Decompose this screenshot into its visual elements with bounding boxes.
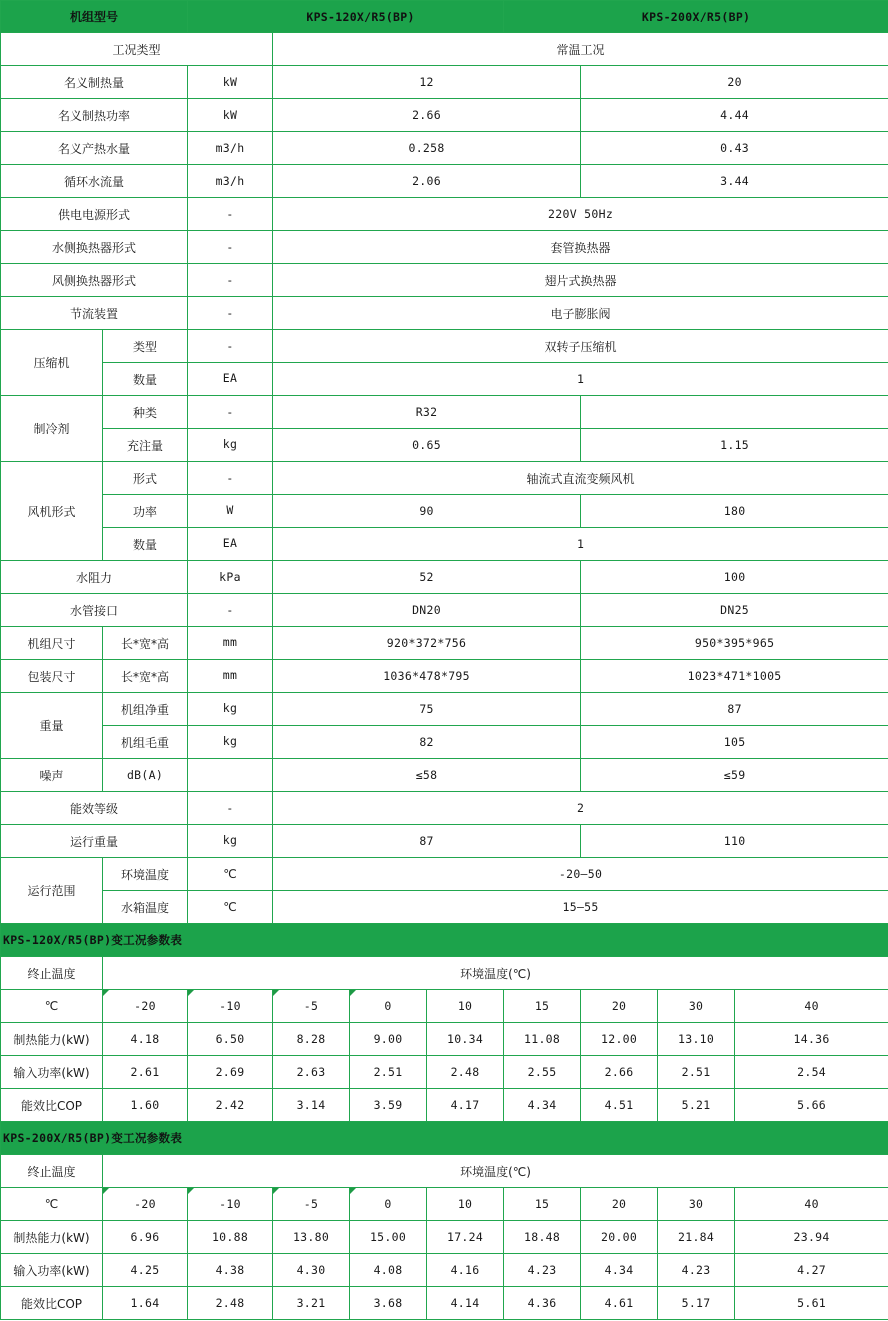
metric-value: 4.30 — [273, 1254, 350, 1287]
value-merged: 220V 50Hz — [273, 198, 888, 231]
row-unit: mm — [188, 627, 273, 660]
sub-label: 形式 — [103, 462, 188, 495]
row-unit: - — [188, 594, 273, 627]
metric-value: 6.50 — [188, 1023, 273, 1056]
table-row — [1, 297, 888, 330]
metric-value: 4.34 — [504, 1089, 581, 1122]
metric-value: 9.00 — [350, 1023, 427, 1056]
value-b: 1023*471*1005 — [581, 660, 888, 693]
value-b: 110 — [581, 825, 888, 858]
table-row — [1, 660, 888, 693]
metric-value: 1.60 — [103, 1089, 188, 1122]
temp-header-row — [1, 990, 888, 1023]
row-label: 名义制热功率 — [1, 99, 188, 132]
row-unit: kW — [188, 66, 273, 99]
value-merged: 电子膨胀阀 — [273, 297, 888, 330]
temp-header-cell: 30 — [658, 1188, 735, 1221]
metric-value: 2.48 — [427, 1056, 504, 1089]
temp-header-cell: 10 — [427, 990, 504, 1023]
sub-label: 类型 — [103, 330, 188, 363]
metric-value: 2.42 — [188, 1089, 273, 1122]
table-row — [1, 759, 888, 792]
metric-label: 输入功率(kW) — [1, 1056, 103, 1089]
value-b: 87 — [581, 693, 888, 726]
row-unit: m3/h — [188, 132, 273, 165]
variable-condition-table-a — [1, 924, 888, 1122]
section-title: KPS-200X/R5(BP)变工况参数表 — [1, 1122, 888, 1155]
row-unit: - — [188, 396, 273, 429]
ambient-temp-label: 环境温度(℃) — [103, 1155, 888, 1188]
table-row — [1, 429, 888, 462]
row-unit: mm — [188, 660, 273, 693]
table-row — [1, 1023, 888, 1056]
table-row — [1, 1287, 888, 1320]
sub-label: 功率 — [103, 495, 188, 528]
value-a: 2.06 — [273, 165, 581, 198]
sub-label: 长*宽*高 — [103, 660, 188, 693]
metric-value: 2.69 — [188, 1056, 273, 1089]
sub-label: 充注量 — [103, 429, 188, 462]
group-label: 制冷剂 — [1, 396, 103, 462]
metric-value: 2.51 — [350, 1056, 427, 1089]
section-title-row — [1, 924, 888, 957]
row-unit: W — [188, 495, 273, 528]
sub-label: 数量 — [103, 528, 188, 561]
temp-header-cell: 20 — [581, 1188, 658, 1221]
row-unit: kg — [188, 693, 273, 726]
metric-value: 4.27 — [735, 1254, 888, 1287]
model-b-name: KPS-200X/R5(BP) — [504, 1, 888, 33]
row-unit: kg — [188, 825, 273, 858]
row-label: 能效等级 — [1, 792, 188, 825]
group-label: 风机形式 — [1, 462, 103, 561]
table-row — [1, 1056, 888, 1089]
temp-header-cell: 30 — [658, 990, 735, 1023]
value-a: 12 — [273, 66, 581, 99]
section-title-row — [1, 1122, 888, 1155]
value-merged: 1 — [273, 363, 888, 396]
table-row — [1, 264, 888, 297]
table-row — [1, 891, 888, 924]
value-a: R32 — [273, 396, 581, 429]
table-row — [1, 363, 888, 396]
row-label: 机组尺寸 — [1, 627, 103, 660]
value-merged: 1 — [273, 528, 888, 561]
temp-header-row — [1, 1188, 888, 1221]
row-label: 名义产热水量 — [1, 132, 188, 165]
metric-value: 4.51 — [581, 1089, 658, 1122]
value-a: 920*372*756 — [273, 627, 581, 660]
sub-label: 长*宽*高 — [103, 627, 188, 660]
model-label: 机组型号 — [1, 1, 188, 33]
table-row — [1, 627, 888, 660]
sub-label: 水箱温度 — [103, 891, 188, 924]
table-row — [1, 594, 888, 627]
table-row — [1, 1221, 888, 1254]
table-row — [1, 396, 888, 429]
table-row — [1, 1155, 888, 1188]
metric-value: 6.96 — [103, 1221, 188, 1254]
row-label: 名义制热量 — [1, 66, 188, 99]
ambient-temp-label: 环境温度(℃) — [103, 957, 888, 990]
value-b: 100 — [581, 561, 888, 594]
value-a: 90 — [273, 495, 581, 528]
metric-value: 18.48 — [504, 1221, 581, 1254]
row-unit: kg — [188, 726, 273, 759]
metric-value: 10.34 — [427, 1023, 504, 1056]
metric-value: 3.59 — [350, 1089, 427, 1122]
row-unit: EA — [188, 528, 273, 561]
table-row — [1, 330, 888, 363]
value-b: 105 — [581, 726, 888, 759]
row-unit: - — [188, 297, 273, 330]
table-row — [1, 33, 888, 66]
row-unit: kW — [188, 99, 273, 132]
value-b: ≤59 — [581, 759, 888, 792]
sub-label: dB(A) — [103, 759, 188, 792]
table-row — [1, 858, 888, 891]
metric-label: 输入功率(kW) — [1, 1254, 103, 1287]
row-label: 包装尺寸 — [1, 660, 103, 693]
temp-header-cell: 0 — [350, 990, 427, 1023]
value-a: 0.65 — [273, 429, 581, 462]
row-label: 水阻力 — [1, 561, 188, 594]
temp-header-cell: -10 — [188, 1188, 273, 1221]
sub-label: 机组净重 — [103, 693, 188, 726]
value-merged: 2 — [273, 792, 888, 825]
row-label: 风侧换热器形式 — [1, 264, 188, 297]
value-a: 0.258 — [273, 132, 581, 165]
sub-label: 种类 — [103, 396, 188, 429]
metric-label: 能效比COP — [1, 1089, 103, 1122]
group-label: 运行范围 — [1, 858, 103, 924]
section-title: KPS-120X/R5(BP)变工况参数表 — [1, 924, 888, 957]
metric-value: 4.08 — [350, 1254, 427, 1287]
metric-value: 5.66 — [735, 1089, 888, 1122]
table-row — [1, 693, 888, 726]
table-row — [1, 231, 888, 264]
group-label: 压缩机 — [1, 330, 103, 396]
metric-value: 4.36 — [504, 1287, 581, 1320]
metric-value: 12.00 — [581, 1023, 658, 1056]
row-label: 节流装置 — [1, 297, 188, 330]
sub-label: 环境温度 — [103, 858, 188, 891]
metric-label: 制热能力(kW) — [1, 1023, 103, 1056]
temp-header-cell: 15 — [504, 1188, 581, 1221]
group-label: 重量 — [1, 693, 103, 759]
metric-value: 5.21 — [658, 1089, 735, 1122]
value-a: 82 — [273, 726, 581, 759]
condition-value: 常温工况 — [273, 33, 888, 66]
metric-value: 4.18 — [103, 1023, 188, 1056]
value-merged: 翅片式换热器 — [273, 264, 888, 297]
metric-value: 17.24 — [427, 1221, 504, 1254]
temp-header-cell: -5 — [273, 1188, 350, 1221]
metric-value: 4.16 — [427, 1254, 504, 1287]
metric-value: 4.23 — [658, 1254, 735, 1287]
value-merged: 双转子压缩机 — [273, 330, 888, 363]
metric-value: 2.66 — [581, 1056, 658, 1089]
value-b: 0.43 — [581, 132, 888, 165]
metric-value: 4.61 — [581, 1287, 658, 1320]
row-unit: ℃ — [188, 891, 273, 924]
metric-label: 制热能力(kW) — [1, 1221, 103, 1254]
value-b: 1.15 — [581, 429, 888, 462]
sub-label: 机组毛重 — [103, 726, 188, 759]
row-unit — [188, 759, 273, 792]
metric-value: 8.28 — [273, 1023, 350, 1056]
metric-value: 4.25 — [103, 1254, 188, 1287]
temp-header-cell: -20 — [103, 1188, 188, 1221]
sub-label: 数量 — [103, 363, 188, 396]
table-row — [1, 132, 888, 165]
row-label: 噪声 — [1, 759, 103, 792]
value-a: ≤58 — [273, 759, 581, 792]
value-b: 950*395*965 — [581, 627, 888, 660]
row-unit: - — [188, 231, 273, 264]
row-unit: - — [188, 792, 273, 825]
row-label: 水管接口 — [1, 594, 188, 627]
value-merged: 套管换热器 — [273, 231, 888, 264]
value-a: 1036*478*795 — [273, 660, 581, 693]
temp-header-cell: 20 — [581, 990, 658, 1023]
metric-value: 13.10 — [658, 1023, 735, 1056]
temp-header-cell: -10 — [188, 990, 273, 1023]
value-b: DN25 — [581, 594, 888, 627]
condition-label: 工况类型 — [1, 33, 273, 66]
metric-value: 2.55 — [504, 1056, 581, 1089]
metric-value: 5.17 — [658, 1287, 735, 1320]
table-row — [1, 726, 888, 759]
row-unit: - — [188, 330, 273, 363]
unit-label: ℃ — [1, 1188, 103, 1221]
metric-value: 3.14 — [273, 1089, 350, 1122]
row-unit: - — [188, 462, 273, 495]
table-row — [1, 66, 888, 99]
metric-value: 2.63 — [273, 1056, 350, 1089]
metric-value: 2.48 — [188, 1287, 273, 1320]
value-b — [581, 396, 888, 429]
metric-value: 15.00 — [350, 1221, 427, 1254]
end-temp-label: 终止温度 — [1, 1155, 103, 1188]
table-row — [1, 528, 888, 561]
metric-value: 2.51 — [658, 1056, 735, 1089]
row-unit: - — [188, 264, 273, 297]
metric-value: 3.68 — [350, 1287, 427, 1320]
table-row — [1, 1254, 888, 1287]
row-unit: kg — [188, 429, 273, 462]
model-header-row — [1, 1, 888, 33]
metric-value: 3.21 — [273, 1287, 350, 1320]
unit-label: ℃ — [1, 990, 103, 1023]
variable-condition-table-b — [1, 1122, 888, 1320]
row-unit: m3/h — [188, 165, 273, 198]
metric-value: 10.88 — [188, 1221, 273, 1254]
table-row — [1, 957, 888, 990]
row-unit: ℃ — [188, 858, 273, 891]
temp-header-cell: -5 — [273, 990, 350, 1023]
temp-header-cell: 40 — [735, 1188, 888, 1221]
row-unit: kPa — [188, 561, 273, 594]
row-label: 供电电源形式 — [1, 198, 188, 231]
metric-value: 4.34 — [581, 1254, 658, 1287]
temp-header-cell: 15 — [504, 990, 581, 1023]
metric-value: 4.17 — [427, 1089, 504, 1122]
table-row — [1, 99, 888, 132]
value-merged: -20—50 — [273, 858, 888, 891]
row-unit: EA — [188, 363, 273, 396]
value-a: DN20 — [273, 594, 581, 627]
metric-label: 能效比COP — [1, 1287, 103, 1320]
metric-value: 13.80 — [273, 1221, 350, 1254]
model-a-name: KPS-120X/R5(BP) — [188, 1, 504, 33]
metric-value: 20.00 — [581, 1221, 658, 1254]
temp-header-cell: -20 — [103, 990, 188, 1023]
value-b: 4.44 — [581, 99, 888, 132]
row-label: 运行重量 — [1, 825, 188, 858]
row-unit: - — [188, 198, 273, 231]
metric-value: 2.54 — [735, 1056, 888, 1089]
metric-value: 4.14 — [427, 1287, 504, 1320]
row-label: 循环水流量 — [1, 165, 188, 198]
metric-value: 5.61 — [735, 1287, 888, 1320]
table-row — [1, 495, 888, 528]
value-b: 180 — [581, 495, 888, 528]
metric-value: 4.38 — [188, 1254, 273, 1287]
value-b: 3.44 — [581, 165, 888, 198]
temp-header-cell: 10 — [427, 1188, 504, 1221]
temp-header-cell: 0 — [350, 1188, 427, 1221]
table-row — [1, 462, 888, 495]
metric-value: 23.94 — [735, 1221, 888, 1254]
table-row — [1, 165, 888, 198]
value-merged: 15—55 — [273, 891, 888, 924]
table-row — [1, 1089, 888, 1122]
row-label: 水侧换热器形式 — [1, 231, 188, 264]
metric-value: 2.61 — [103, 1056, 188, 1089]
metric-value: 1.64 — [103, 1287, 188, 1320]
metric-value: 21.84 — [658, 1221, 735, 1254]
metric-value: 4.23 — [504, 1254, 581, 1287]
value-a: 52 — [273, 561, 581, 594]
table-row — [1, 825, 888, 858]
value-merged: 轴流式直流变频风机 — [273, 462, 888, 495]
temp-header-cell: 40 — [735, 990, 888, 1023]
table-row — [1, 198, 888, 231]
value-a: 87 — [273, 825, 581, 858]
end-temp-label: 终止温度 — [1, 957, 103, 990]
value-a: 2.66 — [273, 99, 581, 132]
value-a: 75 — [273, 693, 581, 726]
table-row — [1, 561, 888, 594]
value-b: 20 — [581, 66, 888, 99]
metric-value: 11.08 — [504, 1023, 581, 1056]
table-row — [1, 792, 888, 825]
metric-value: 14.36 — [735, 1023, 888, 1056]
